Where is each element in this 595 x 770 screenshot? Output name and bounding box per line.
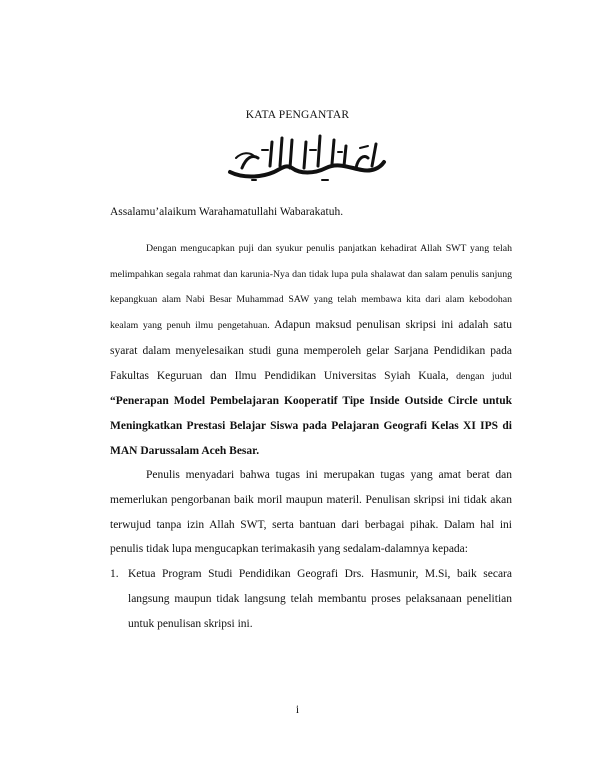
paragraph-intro-normal: Adapun maksud penulisan skripsi ini adalah satu syarat dalam menyelesaikan studi guna memperoleh gelar Sarjana Pendidikan pada Fakultas Keguruan dan Ilmu Pendidikan Universitas Syiah Kuala, bbox=[110, 319, 512, 382]
list-item bbox=[110, 562, 512, 636]
body-text bbox=[110, 236, 512, 636]
acknowledgement-list bbox=[110, 562, 512, 636]
basmala-calligraphy bbox=[222, 128, 390, 184]
thesis-title: “Penerapan Model Pembelajaran Kooperatif Tipe Inside Outside Circle untuk Meningkatkan Prestasi Belajar Siswa pada Pelajaran Geografi Kelas XI IPS di MAN Darussalam Aceh Besar. bbox=[110, 395, 512, 457]
paragraph-intro-small: Dengan mengucapkan puji dan syukur penulis panjatkan kehadirat Allah SWT yang telah melimpahkan segala rahmat dan karunia-Nya dan tidak lupa pula shalawat dan salam penulis sanjung kepangkuan alam Nabi Besar Muhammad SAW yang telah membawa kita dari alam kebodohan kealam yang penuh ilmu pengetahuan. bbox=[110, 243, 512, 332]
greeting: Assalamu’alaikum Warahamatullahi Wabarakatuh. bbox=[110, 206, 344, 218]
paragraph-intro bbox=[110, 236, 512, 463]
list-item-text: Ketua Program Studi Pendidikan Geografi Drs. Hasmunir, M.Si, baik secara langsung maupun tidak langsung telah membantu proses pelaksanaan penelitian untuk penulisan skripsi ini. bbox=[128, 568, 512, 630]
page-title: KATA PENGANTAR bbox=[245, 109, 350, 121]
page-number: i bbox=[295, 704, 300, 716]
list-item-number: 1. bbox=[110, 568, 119, 581]
paragraph-intro-small2: dengan judul bbox=[448, 370, 512, 382]
paragraph-thanks: Penulis menyadari bahwa tugas ini merupakan tugas yang amat berat dan memerlukan pengorbanan baik moril maupun materil. Penulisan skripsi ini tidak akan terwujud tanpa izin Allah SWT, serta bantuan dari berbagai pihak. Dalam hal ini penulis tidak lupa mengucapkan terimakasih yang sedalam-dalamnya kepada: bbox=[110, 469, 512, 556]
